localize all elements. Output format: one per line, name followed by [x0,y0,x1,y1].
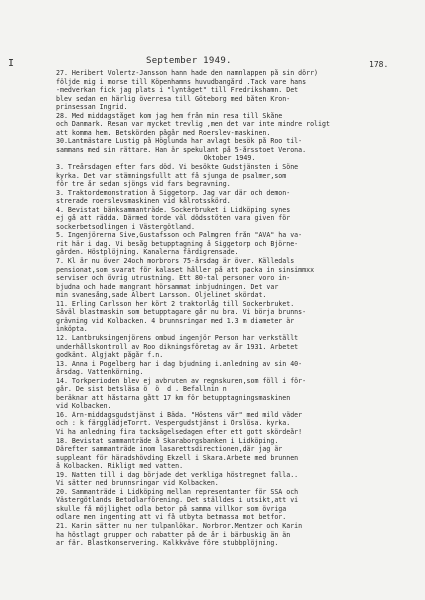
text-line: inköpta. [56,325,88,334]
text-line: 13. Anna i Pogelberg har i dag bjudning i.anledning av sin 40- [56,359,303,368]
text-line: 12. Lantbruksingenjörens ombud ingenjör Person har verkställt [56,333,299,342]
text-line: å Kolbacken. Rikligt med vatten. [56,462,184,471]
text-line: 3. Traktordemonstration å Siggetorp. Jag var där och demon- [56,188,291,197]
text-line: grävning vid Kolbacken. 4 brunnsringar med 1.3 m diameter är [56,316,295,325]
text-line: 18. Bevistat sammanträde å Skaraborgsbanken i Lidköping. [56,436,279,445]
text-line: ar fär. Blastkonservering. Kalkkväve före stubbplöjning. [56,539,279,548]
text-line: underhållskontroll av Roo dikningsföretag av år 1931. Arbetet [56,342,299,351]
text-line: 5. Ingenjörerna Sive,Gustafsson och Palmgren från "AVA" ha va- [56,231,303,240]
text-line: kyrka. Det var stämningsfullt att få sjunga de psalmer,som [56,171,287,180]
text-line: 19. Natten till i dag började det verkliga höstregnet falla.. [56,470,299,479]
diary-body-text [56,69,421,548]
month-heading: Oktober 1949. [203,154,256,163]
text-line: 4. Bevistat bänksammanträde. Sockerbruket i Lidköping synes [56,205,291,214]
text-line: Vi sätter ned brunnsringar vid Kolbacken. [56,479,219,488]
text-line: rit här i dag. Vi besåg betupptagning å Siggetorp och Björne- [56,239,299,248]
text-line: 3. Treårsdagen efter fars död. Vi besökte Gudstjänsten i Söne [56,163,299,172]
page-header-date: September 1949. [146,56,232,66]
text-line: gården. Höstplöjning. Kanalerna färdigrensade. [56,248,239,257]
text-line: Västergötlands Betodlarförening. Det ställdes i utsikt,att vi [56,496,299,505]
text-line: strerade roerslevsmaskinen vid kålrotsskörd. [56,197,231,206]
text-line: Vi ha anledning fira tacksägelsedagen efter ett gott skördeår! [56,427,303,436]
text-line: för tre år sedan sjöngs vid fars begravning. [56,180,231,189]
text-line: och Danmark. Resan var mycket trevlig ,men det var inte mindre roligt [56,120,330,129]
text-line: Därefter sammanträde inom lasarettsdirectionen,där jag är [56,445,283,454]
text-line: pensionat,som svarat för kalaset håller på att packa in sinsimmxx [56,265,315,274]
text-line: ha höstlagt grupper och rabatter på de år i bärbuskig än än [56,530,291,539]
text-line: 7. Kl är nu över 24och morbrors 75-årsdag är över. Källedals [56,257,295,266]
text-line: prinsessan Ingrid. [56,103,128,112]
text-line: blev sedan en härlig överresa till Göteborg med båten Kron- [56,94,291,103]
text-line: skulle få möjlighet odla betor på samma villkor som övriga [56,504,287,513]
text-line: 11. Erling Carlsson her kört 2 traktorlåg till Sockerbruket. [56,299,295,308]
text-line: odlare men ingenting att vi få utbyta betmassa mot betfor. [56,513,287,522]
text-line: att komma hem. Betskörden pågår med Roerslev-maskinen. [56,128,271,137]
text-line: 27. Heribert Volertz-Jansson hann hade den namnlappen på sin dörr) [56,69,319,77]
text-line: Såväl blastmaskin som betupptagare går nu bra. Vi börja brunns- [56,308,307,317]
text-line: -medverkan fick jag plats i "lyntåget" till Fredrikshamn. Det [56,86,299,95]
text-line: följde mig i morse till Köpenhamns huvudbangård .Tack vare hans [56,77,307,86]
text-line: 20. Sammanträde i Lidköping mellan representanter för SSA och [56,487,299,496]
text-line: vid Kolbacken. [56,402,112,411]
text-line: 21. Karin sätter nu ner tulpanlökar. Norbror.Mentzer och Karin [56,521,303,530]
text-line: sammans med sin rättare. Han är spekulant på 5-årsstoet Verona. [56,145,307,154]
text-line: serviser och övrig utrustning. Ett 80-tal personer voro in- [56,274,291,283]
text-line: årsdag. Vattenkörning. [56,368,144,377]
page-number: 178. [369,60,389,69]
text-line: sockerbetsodlingen i Västergötland. [56,222,195,231]
margin-mark: I [8,58,15,69]
text-line: går. De sist betsläsa ö ö d . Befallnin n [56,385,227,394]
text-line: godkänt. Älgjakt pågår f.n. [56,351,164,360]
text-line: och : k färgglädjeTorrt. Vespergudstjänst i Örslösa. kyrka. [56,419,291,428]
text-line: suppleant för häradshövding Ekzell i Skara.Arbete med brunnen [56,453,299,462]
text-line: bjudna och hade mangrant hörsammat inbjudningen. Det var [56,282,279,291]
text-line: 28. Med middagståget kom jag hem från min resa till Skåne [56,111,283,120]
text-line: beräknar att håstarna gått 17 km för betupptagningsmaskinen [56,393,291,402]
text-line: min svanesång,sade Albert Larsson. Oljelinet skördat. [56,291,267,300]
text-line: ej gå att rädda. Därmed torde väl dödsstöten vara given för [56,214,291,223]
text-line: 30.Lantmästare Lustig på Höglunda har avlagt besök på Roo til- [56,137,303,146]
text-line: 14. Torkperioden blev ej avbruten av regnskuren,som föll i för- [56,376,307,385]
text-line: 16. Ärn-middagsgudstjänst i Bäda. "Höstens vår" med mild väder [56,410,303,419]
